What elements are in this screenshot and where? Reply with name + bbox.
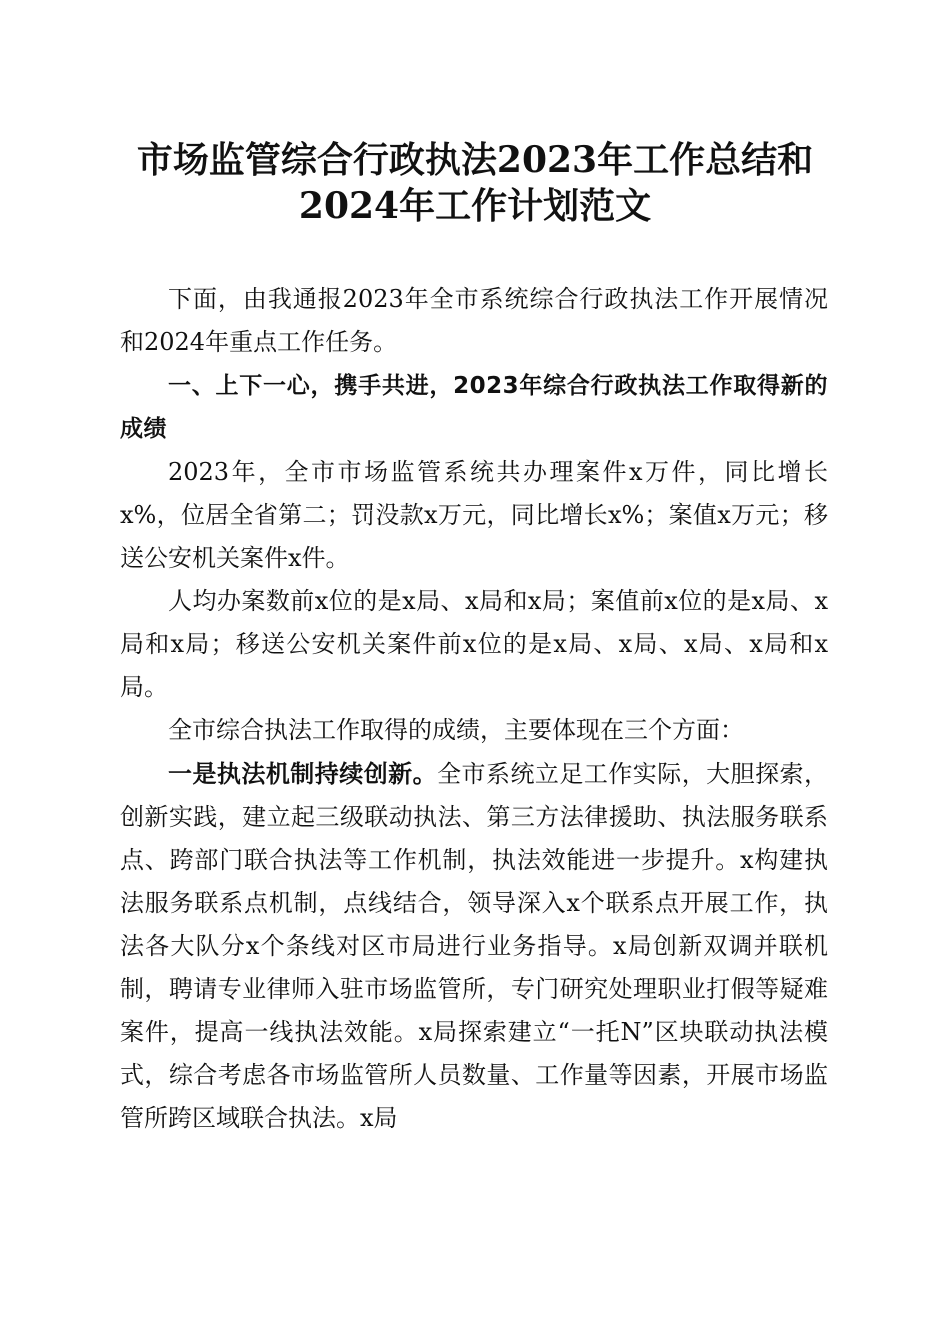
document-title-line-2: 2024年工作计划范文: [298, 185, 652, 227]
paragraph-intro: 下面，由我通报2023年全市系统综合行政执法工作开展情况和2024年重点工作任务。: [120, 285, 828, 356]
document-title-line-1: 市场监管综合行政执法2023年工作总结和: [136, 139, 814, 181]
paragraph-lead-phrase: 一是执法机制持续创新。: [168, 759, 438, 788]
document-body: [120, 278, 828, 1140]
paragraph-rankings: 人均办案数前x位的是x局、x局和x局；案值前x位的是x局、x局和x局；移送公安机关案件前x位的是x局、x局、x局、x局和x局。: [120, 587, 828, 701]
paragraph-mechanism: [120, 752, 828, 1140]
section-heading-1: 一、上下一心，携手共进，2023年综合行政执法工作取得新的成绩: [120, 373, 828, 442]
paragraph-statistics: 2023年，全市市场监管系统共办理案件x万件，同比增长x%，位居全省第二；罚没款x万元，同比增长x%；案值x万元；移送公安机关案件x件。: [120, 458, 828, 572]
paragraph-achievements-intro: 全市综合执法工作取得的成绩，主要体现在三个方面：: [168, 716, 744, 744]
paragraph-mechanism-text: 全市系统立足工作实际，大胆探索，创新实践，建立起三级联动执法、第三方法律援助、执法服务联系点、跨部门联合执法等工作机制，执法效能进一步提升。x构建执法服务联系点机制，点线结合，领导深入x个联系点开展工作，执法各大队分x个条线对区市局进行业务指导。x局创新双调并联机制，聘请专业律师入驻市场监管所，专门研究处理职业打假等疑难案件，提高一线执法效能。x局探索建立“一托N”区块联动执法模式，综合考虑各市场监管所人员数量、工作量等因素，开展市场监管所跨区域联合执法。x局: [120, 760, 829, 1132]
